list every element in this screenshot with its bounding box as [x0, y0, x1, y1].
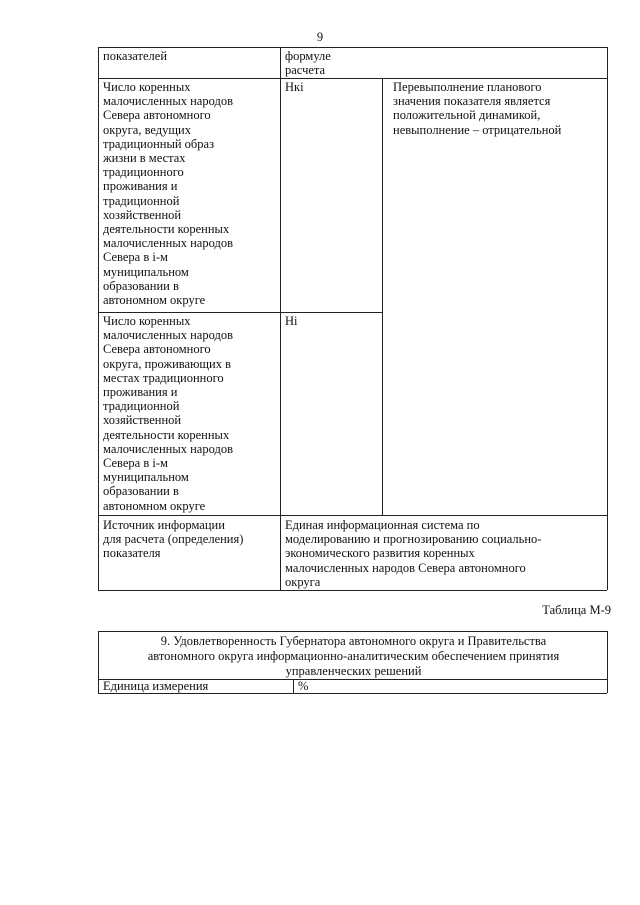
- table-column-divider: [280, 47, 281, 590]
- table-border-bottom: [98, 590, 607, 591]
- table-border-top: [98, 47, 607, 48]
- table-column-divider: [382, 78, 383, 515]
- table-row-divider: [98, 515, 607, 516]
- header-cell-formula: формуле расчета: [285, 49, 331, 78]
- table-border-right: [607, 631, 608, 693]
- source-value: Единая информационная система по моделированию и прогнозированию социально- экономического развития коренных малочисленных народов Севера автономного округа: [285, 518, 542, 589]
- table-column-divider: [293, 679, 294, 693]
- table-border-left: [98, 47, 99, 590]
- table-border-right: [607, 47, 608, 590]
- row-symbol-nki: Нкi: [285, 80, 304, 94]
- unit-value: %: [298, 679, 309, 693]
- row-note: Перевыполнение планового значения показателя является положительной динамикой, невыполнение – отрицательной: [393, 80, 562, 137]
- table-caption: Таблица М-9: [542, 603, 611, 617]
- table-row-divider: [98, 312, 382, 313]
- row-name-ni: Число коренных малочисленных народов Севера автономного округа, проживающих в местах традиционного проживания и традиционной хозяйственной деятельности коренных малочисленных народов Севера в i-м муниципальном образовании в автономном округе: [103, 314, 233, 513]
- table-row-divider: [98, 78, 607, 79]
- header-cell-indicator: показателей: [103, 49, 168, 63]
- row-name-nki: Число коренных малочисленных народов Севера автономного округа, ведущих традиционный образ жизни в местах традиционного проживания и традиционной хозяйственной деятельности коренных малочисленных народов Севера в i-м муниципальном образовании в автономном округе: [103, 80, 233, 308]
- table-border-top: [98, 631, 607, 632]
- table-title: 9. Удовлетворенность Губернатора автономного округа и Правительства автономного округа информационно-аналитическим обеспечением принятия управленческих решений: [147, 634, 560, 678]
- page-number: 9: [316, 30, 324, 44]
- table-border-left: [98, 631, 99, 693]
- row-symbol-ni: Нi: [285, 314, 298, 328]
- unit-label: Единица измерения: [103, 679, 209, 693]
- source-label: Источник информации для расчета (определения) показателя: [103, 518, 244, 561]
